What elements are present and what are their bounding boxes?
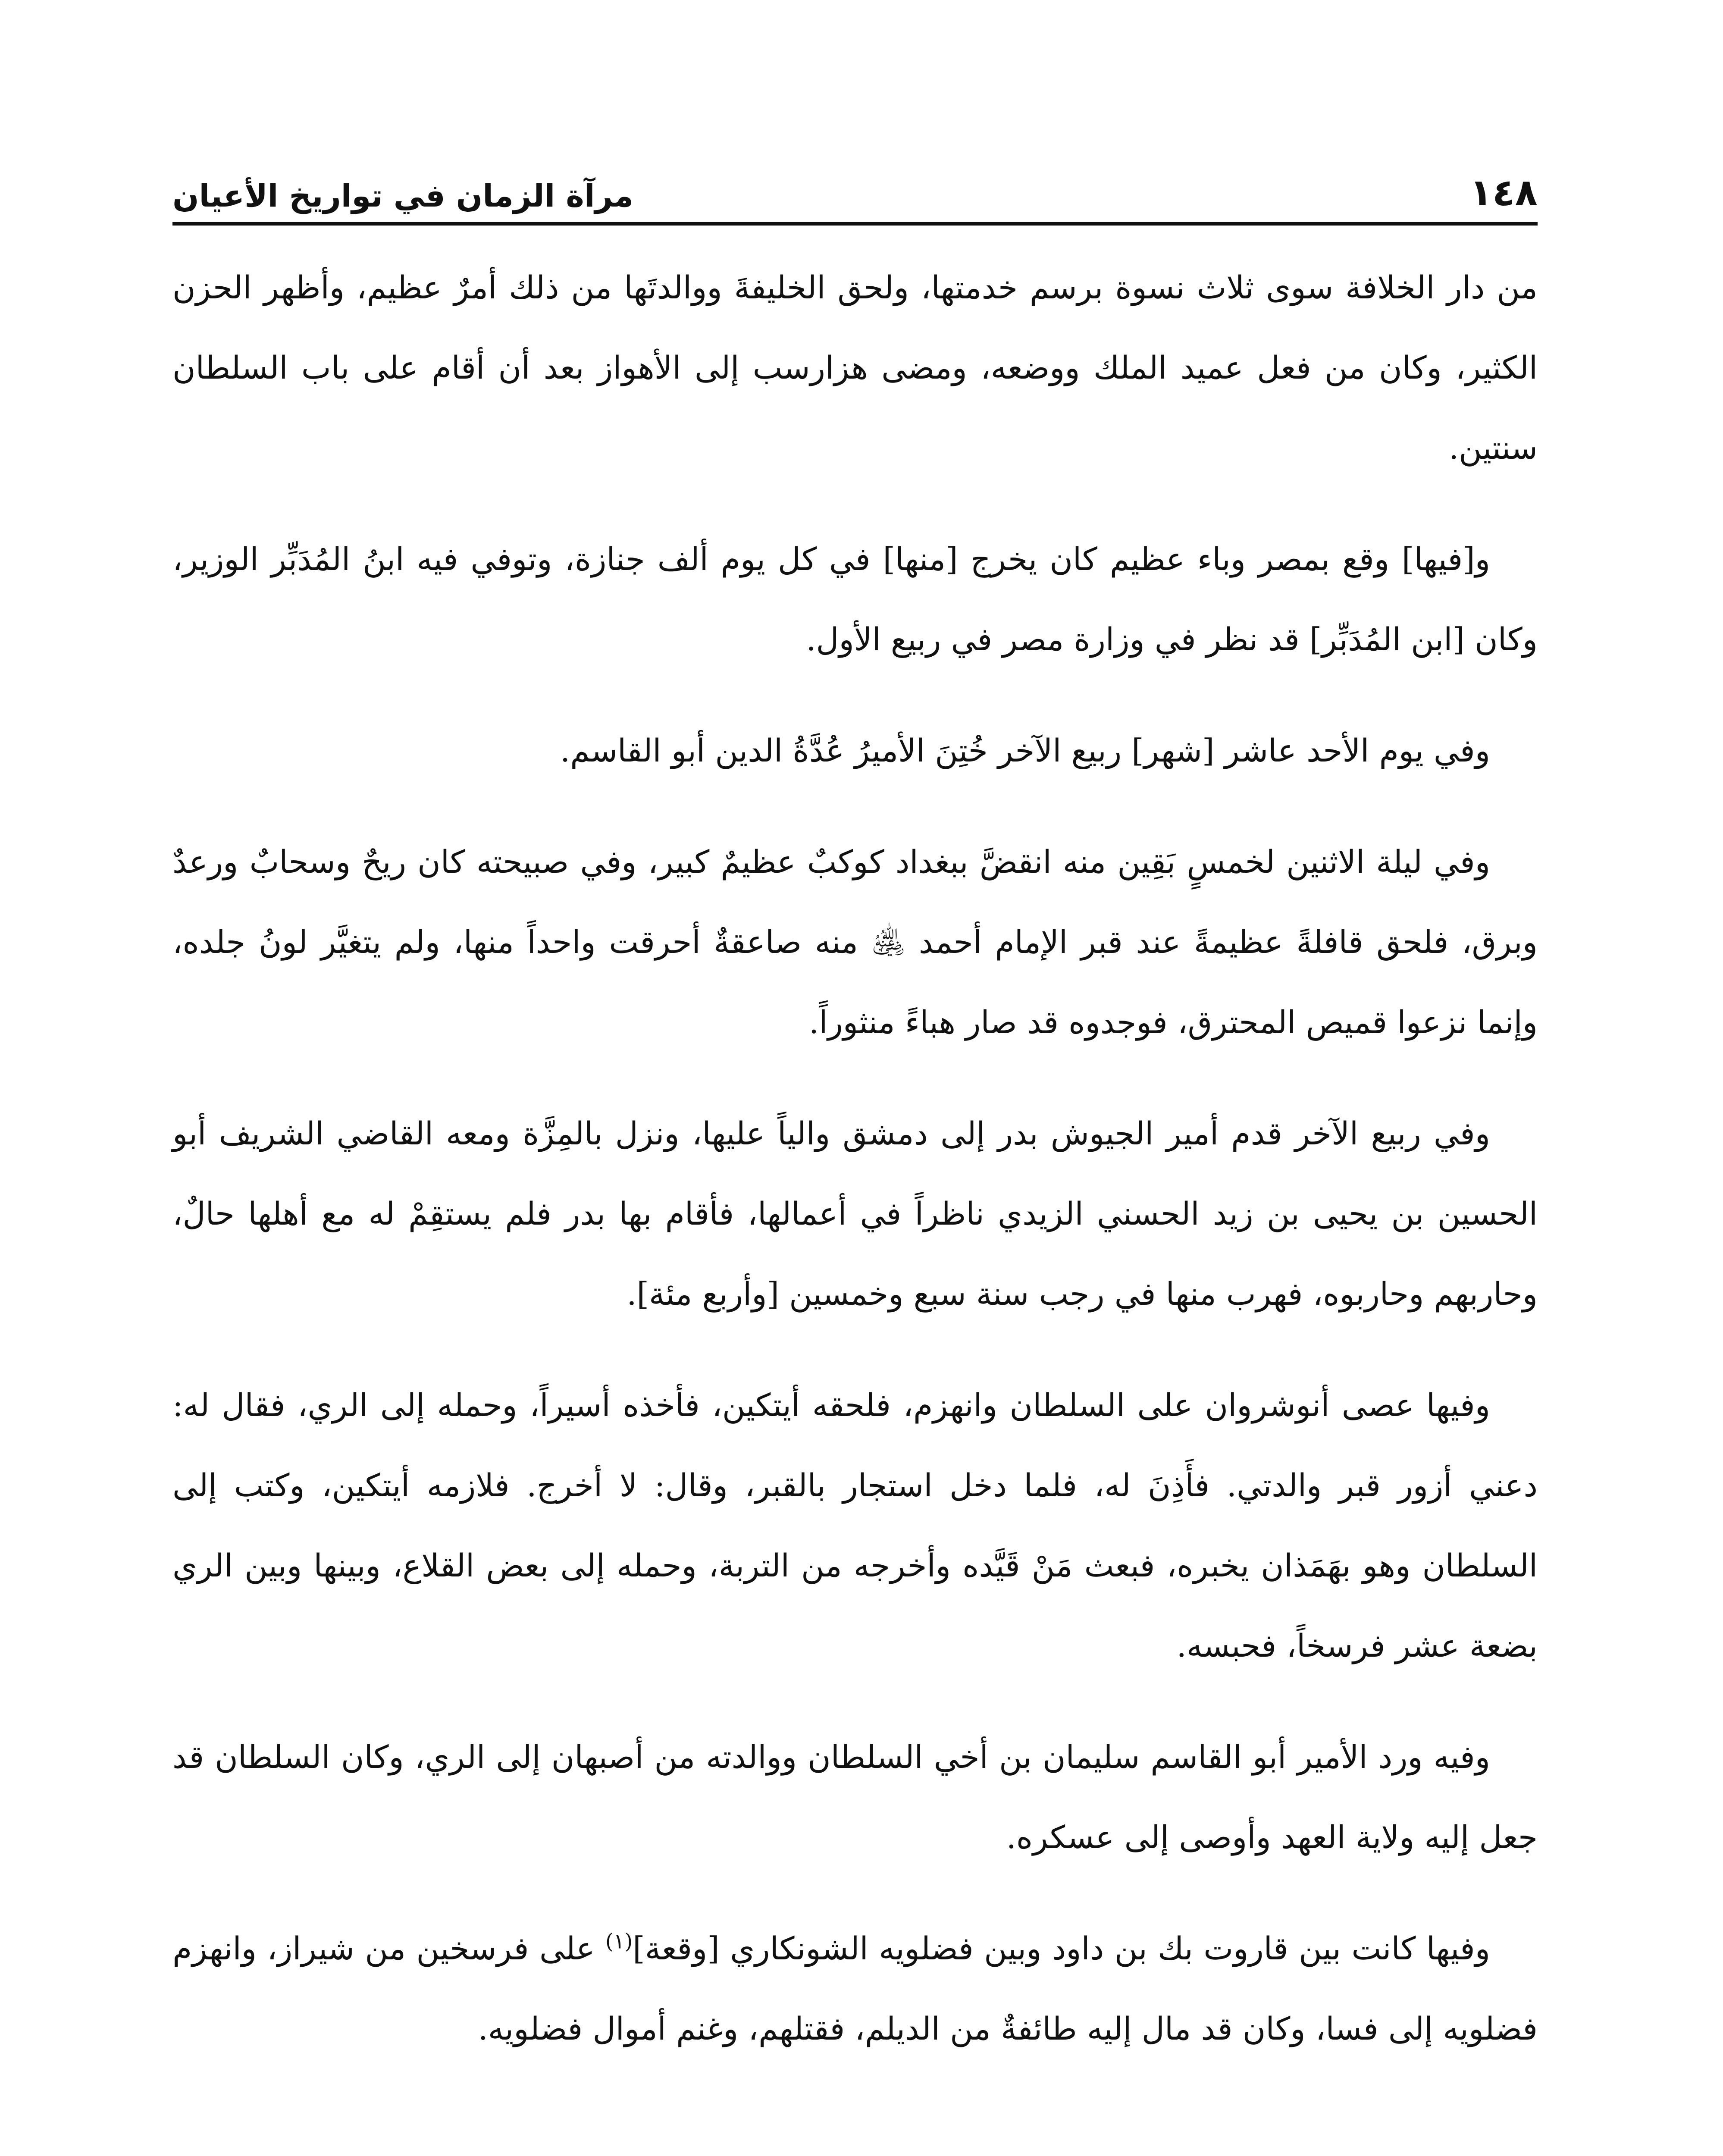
paragraph-text-end: على فرسخين من شيراز، وانهزم فضلويه إلى فسا، وكان قد مال إليه طائفةٌ من الديلم، فقتلهم، وغنم أموال فضلويه.: [172, 1930, 1538, 2047]
running-title: مرآة الزمان في تواريخ الأعيان: [172, 178, 633, 214]
paragraph: وفي ربيع الآخر قدم أمير الجيوش بدر إلى دمشق والياً عليها، ونزل بالمِزَّة ومعه القاضي الشريف أبو الحسين بن يحيى بن زيد الحسني الزيدي ناظراً في أعمالها، فأقام بها بدر فلم يستقِمْ له مع أهلها حالٌ، وحاربهم وحاربوه، فهرب منها في رجب سنة سبع وخمسين [وأربع مئة].: [172, 1116, 1538, 1313]
paragraph: وفي ليلة الاثنين لخمسٍ بَقِين منه انقضَّ ببغداد كوكبٌ عظيمٌ كبير، وفي صبيحته كان ريحٌ وسحابٌ ورعدٌ وبرق، فلحق قافلةً عظيمةً عند قبر الإمام أحمد ﵁ منه صاعقةٌ أحرقت واحداً منها، ولم يتغيَّر لونُ جلده، وإنما نزعوا قميص المحترق، فوجدوه قد صار هباءً منثوراً.: [172, 844, 1538, 1041]
page-number: ١٤٨: [1469, 171, 1538, 214]
page-header: [172, 147, 1538, 214]
paragraph: وفيها عصى أنوشروان على السلطان وانهزم، فلحقه أيتكين، فأخذه أسيراً، وحمله إلى الري، فقال له: دعني أزور قبر والدتي. فأَذِنَ له، فلما دخل استجار بالقبر، وقال: لا أخرج. فلازمه أيتكين، وكتب إلى السلطان وهو بهَمَذان يخبره، فبعث مَنْ قَيَّده وأخرجه من التربة، وحمله إلى بعض القلاع، وبينها وبين الري بضعة عشر فرسخاً، فحبسه.: [172, 1387, 1538, 1664]
paragraph: وفيه ورد الأمير أبو القاسم سليمان بن أخي السلطان ووالدته من أصبهان إلى الري، وكان السلطان قد جعل إليه ولاية العهد وأوصى إلى عسكره.: [172, 1739, 1538, 1856]
paragraph: و[فيها] وقع بمصر وباء عظيم كان يخرج [منها] في كل يوم ألف جنازة، وتوفي فيه ابنُ المُدَبِّر الوزير، وكان [ابن المُدَبِّر] قد نظر في وزارة مصر في ربيع الأول.: [172, 541, 1538, 658]
main-text: [172, 248, 1538, 2156]
paragraph: وفي يوم الأحد عاشر [شهر] ربيع الآخر خُتِنَ الأميرُ عُدَّةُ الدين أبو القاسم.: [560, 733, 1490, 769]
paragraph: من دار الخلافة سوى ثلاث نسوة برسم خدمتها، ولحق الخليفةَ ووالدتَها من ذلك أمرٌ عظيم، وأظهر الحزن الكثير، وكان من فعل عميد الملك ووضعه، ومضى هزارسب إلى الأهواز بعد أن أقام على باب السلطان سنتين.: [172, 270, 1538, 467]
footnote-reference: (١): [605, 1929, 633, 1954]
paragraph-with-footnote-ref: [172, 1909, 1538, 2069]
paragraph-text-start: وفيها كانت بين قاروت بك بن داود وبين فضلويه الشونكاري [وقعة]: [633, 1930, 1490, 1967]
header-rule: [172, 222, 1538, 226]
